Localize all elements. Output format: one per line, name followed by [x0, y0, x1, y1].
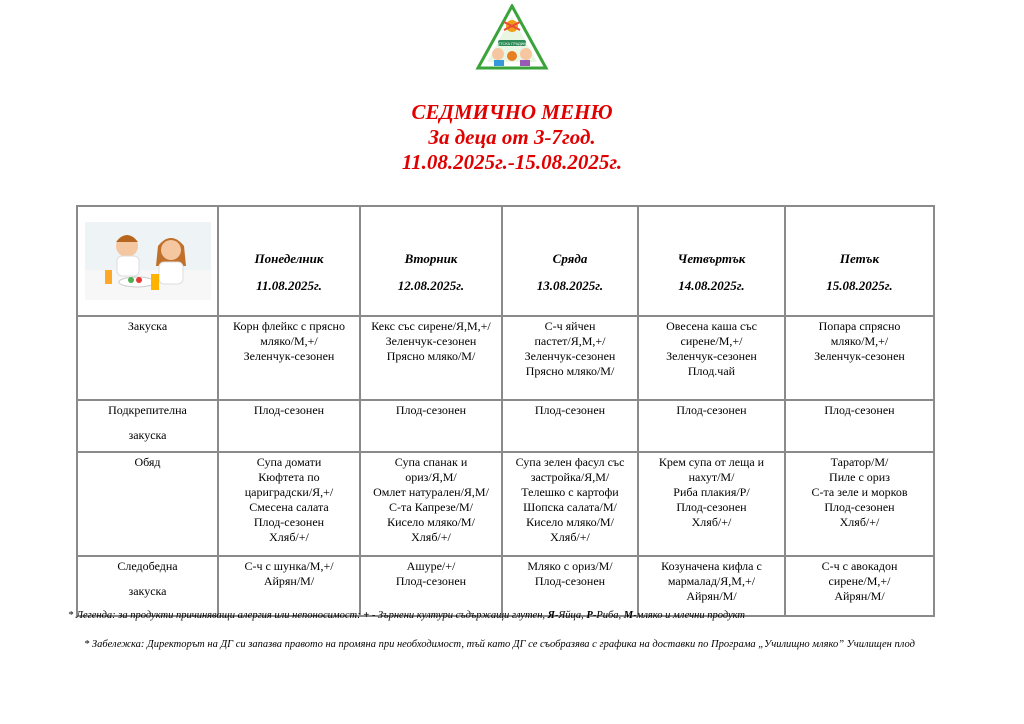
dish: Супа спанак и — [394, 455, 468, 469]
dish: Корн флейкс с прясно — [233, 319, 345, 333]
dish: застройка/Я,М/ — [530, 470, 610, 484]
day-name: Петък — [839, 251, 880, 266]
dish: мляко/М,+/ — [260, 334, 318, 348]
day-name: Сряда — [552, 251, 588, 266]
menu-cell — [502, 556, 638, 616]
dish: Зеленчук-сезонен — [666, 349, 757, 363]
dish: Кисело мляко/М/ — [526, 515, 614, 529]
dish: Айрян/М/ — [834, 589, 885, 603]
day-name: Понеделник — [254, 251, 324, 266]
meal-label — [77, 316, 218, 400]
dish: ориз/Я,М/ — [405, 470, 457, 484]
menu-cell — [360, 316, 502, 400]
page-title: СЕДМИЧНО МЕНЮ — [411, 100, 613, 124]
dish: Таратор/М/ — [830, 455, 889, 469]
dish: Прясно мляко/М/ — [525, 364, 615, 378]
meal-label — [77, 556, 218, 616]
page-subtitle: За деца от 3-7год. — [428, 125, 596, 149]
dish: Хляб/+/ — [269, 530, 309, 544]
dish: Козуначена кифла с — [661, 559, 762, 573]
dish: Плод-сезонен — [676, 403, 747, 417]
dish: Зеленчук-сезонен — [814, 349, 905, 363]
dish: Кюфтета по — [258, 470, 320, 484]
dish: Айрян/М/ — [686, 589, 737, 603]
dish: Кекс със сирене/Я,М,+/ — [371, 319, 491, 333]
menu-cell — [218, 556, 360, 616]
menu-cell — [638, 400, 785, 452]
allergen-legend — [68, 610, 745, 621]
legend-plus-mark: + — [363, 610, 370, 621]
kindergarten-logo — [474, 4, 550, 72]
menu-cell — [785, 316, 934, 400]
meal-label-line: Обяд — [134, 455, 161, 469]
dish: нахут/М/ — [688, 470, 735, 484]
meal-label — [77, 400, 218, 452]
day-date: 14.08.2025г. — [678, 278, 745, 293]
dish: Крем супа от леща и — [658, 455, 765, 469]
dish: Плод-сезонен — [395, 574, 467, 588]
dish: С-та Капрезе/М/ — [388, 500, 474, 514]
legend-fish-text: -Риба, — [592, 610, 622, 621]
menu-cell — [502, 452, 638, 556]
dish: С-ч с шунка/М,+/ — [244, 559, 334, 573]
meal-label-line: закуска — [128, 428, 167, 442]
dish: Зеленчук-сезонен — [385, 334, 477, 348]
dish: Овесена каша със — [666, 319, 757, 333]
legend-plus-text: - Зърнени култури съдържащи глутен, — [371, 610, 546, 621]
dish: Телешко с картофи — [521, 485, 619, 499]
menu-cell — [785, 556, 934, 616]
day-header-friday — [785, 206, 934, 316]
footnote: * Забележка: Директорът на ДГ си запазва правото на промяна при необходимост, тъй като ДГ се съобразява с графика на доставки по Програма „Училищно мляко” Училищен плод — [84, 639, 915, 650]
dish: мармалад/Я,М,+/ — [667, 574, 756, 588]
legend-egg-text: -Яйца, — [554, 610, 584, 621]
dish: С-та зеле и морков — [811, 485, 908, 499]
dish: С-ч яйчен — [544, 319, 596, 333]
menu-cell — [785, 400, 934, 452]
dish: Плод-сезонен — [676, 500, 747, 514]
day-header-row — [77, 206, 934, 316]
menu-cell — [218, 452, 360, 556]
menu-title-block — [0, 100, 1024, 175]
dish: Шопска салата/М/ — [523, 500, 617, 514]
dish: Плод.чай — [687, 364, 736, 378]
dish: Смесена салата — [249, 500, 329, 514]
meal-label-line: закуска — [128, 584, 167, 598]
day-date: 13.08.2025г. — [536, 278, 604, 293]
dish: сирене/М,+/ — [828, 574, 891, 588]
menu-cell — [218, 400, 360, 452]
legend-asterisk: * — [68, 610, 74, 621]
day-header-thursday — [638, 206, 785, 316]
day-name: Четвъртък — [677, 251, 746, 266]
kids-eating-photo — [85, 222, 211, 300]
logo-text: ДЕТСКА ГРАДИНА — [495, 42, 529, 46]
dish: цариградски/Я,+/ — [244, 485, 334, 499]
dish: Зеленчук-сезонен — [243, 349, 335, 363]
dish: Плод-сезонен — [824, 403, 895, 417]
dish: Плод-сезонен — [534, 403, 606, 417]
meal-label-line: Следобедна — [117, 559, 178, 573]
dish: Плод-сезонен — [534, 574, 606, 588]
menu-cell — [502, 316, 638, 400]
dish: Хляб/+/ — [839, 515, 880, 529]
menu-cell — [638, 316, 785, 400]
meal-label — [77, 452, 218, 556]
legend-milk-mark: М — [623, 610, 634, 621]
day-header-wednesday — [502, 206, 638, 316]
menu-cell — [360, 452, 502, 556]
meal-label-line: Закуска — [127, 319, 168, 333]
meal-label-line: Подкрепителна — [108, 403, 187, 417]
legend-milk-text: -мляко и млечни продукт — [633, 610, 746, 621]
meal-row-lunch — [77, 452, 934, 556]
dish: Попара спрясно — [818, 319, 901, 333]
day-header-monday — [218, 206, 360, 316]
weekly-menu-table — [76, 205, 935, 617]
menu-cell — [360, 556, 502, 616]
legend-egg-mark: Я — [547, 610, 555, 621]
dish: мляко/М,+/ — [830, 334, 889, 348]
dish: Айрян/М/ — [263, 574, 315, 588]
dish: Ашуре/+/ — [406, 559, 456, 573]
dish: Риба плакия/Р/ — [673, 485, 750, 499]
dish: Прясно мляко/М/ — [386, 349, 476, 363]
day-header-tuesday — [360, 206, 502, 316]
meal-row-snack — [77, 400, 934, 452]
dish: Плод-сезонен — [824, 500, 895, 514]
dish: Плод-сезонен — [395, 403, 467, 417]
menu-cell — [502, 400, 638, 452]
menu-cell — [638, 452, 785, 556]
dish: пастет/Я,М,+/ — [534, 334, 606, 348]
menu-cell — [218, 316, 360, 400]
dish: С-ч с авокадон — [821, 559, 898, 573]
menu-period: 11.08.2025г.-15.08.2025г. — [401, 150, 623, 174]
menu-cell — [360, 400, 502, 452]
dish: Хляб/+/ — [691, 515, 732, 529]
dish: Пиле с ориз — [829, 470, 890, 484]
menu-cell — [638, 556, 785, 616]
dish: Хляб/+/ — [550, 530, 590, 544]
legend-prefix: Легенда: за продукти причиняващи алергия или непоносимост: — [75, 610, 361, 621]
day-date: 11.08.2025г. — [256, 278, 322, 293]
dish: Мляко с ориз/М/ — [527, 559, 613, 573]
dish: Зеленчук-сезонен — [524, 349, 616, 363]
dish: Супа домати — [256, 455, 322, 469]
legend-fish-mark: Р — [586, 610, 593, 621]
meal-row-afternoon-snack — [77, 556, 934, 616]
menu-cell — [785, 452, 934, 556]
day-name: Вторник — [404, 251, 458, 266]
meal-row-breakfast — [77, 316, 934, 400]
dish: Кисело мляко/М/ — [387, 515, 475, 529]
dish: Омлет натурален/Я,М/ — [373, 485, 489, 499]
day-date: 12.08.2025г. — [397, 278, 465, 293]
dish: Супа зелен фасул със — [515, 455, 625, 469]
dish: Плод-сезонен — [253, 403, 325, 417]
dish: сирене/М,+/ — [680, 334, 743, 348]
photo-cell — [77, 206, 218, 316]
dish: Хляб/+/ — [411, 530, 451, 544]
day-date: 15.08.2025г. — [826, 278, 893, 293]
dish: Плод-сезонен — [253, 515, 325, 529]
